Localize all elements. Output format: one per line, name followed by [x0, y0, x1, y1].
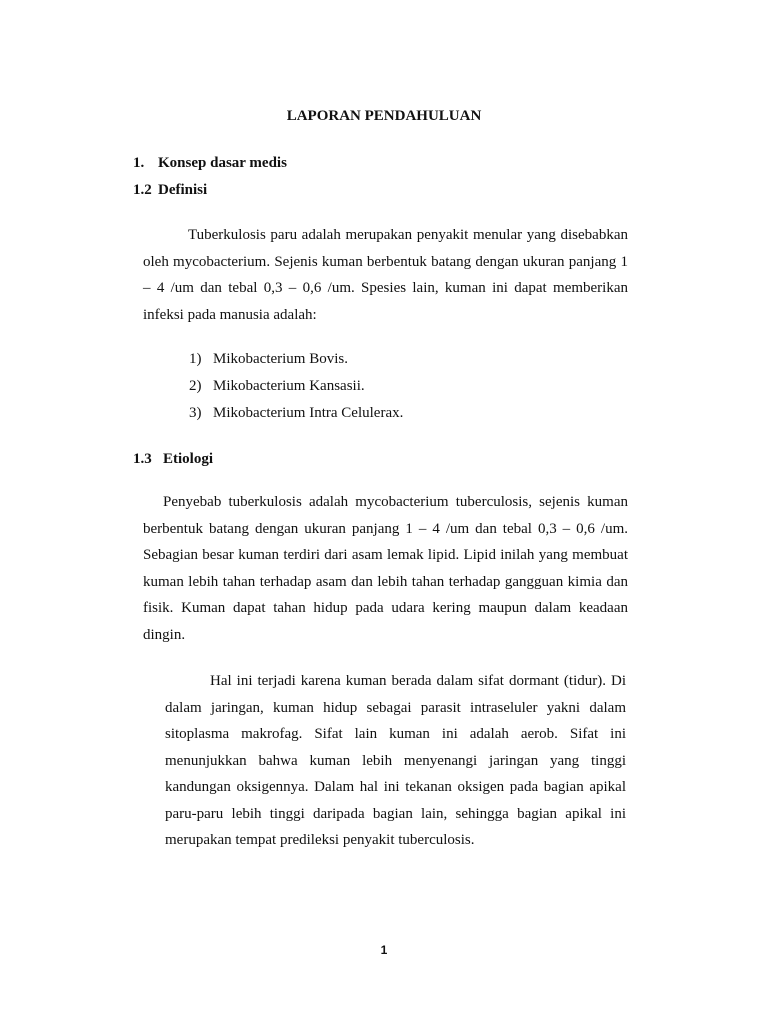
section-number: 1.3: [133, 451, 152, 467]
list-item-text: Mikobacterium Intra Celulerax.: [213, 405, 404, 421]
page-number: 1: [380, 943, 388, 957]
section-label: Konsep dasar medis: [158, 155, 287, 171]
section-label: Etiologi: [163, 451, 214, 467]
etiologi-paragraph: Penyebab tuberkulosis adalah mycobacterium tuberculosis, sejenis kuman berbentuk batang dengan ukuran panjang 1 – 4 /um dan tebal 0,3 – 0,6 /um. Sebagian besar kuman terdiri dari asam lemak lipid. Lipid inilah yang membuat kuman lebih tahan terhadap asam dan lebih tahan terhadap gangguan kimia dan fisik. Kuman dapat tahan hidup pada udara kering maupun dalam keadaan dingin.: [143, 494, 628, 643]
list-marker: 3): [189, 405, 202, 421]
dormant-paragraph: Hal ini terjadi karena kuman berada dalam sifat dormant (tidur). Di dalam jaringan, kuman hidup sebagai parasit intraseluler yakni dalam sitoplasma makrofag. Sifat lain kuman ini adalah aerob. Sifat ini menunjukkan bahwa kuman lebih menyenangi jaringan yang tinggi kandungan oksigennya. Dalam hal ini tekanan oksigen pada bagian apikal paru-paru lebih tinggi daripada bagian lain, sehingga bagian apikal ini merupakan tempat predileksi penyakit tuberculosis.: [165, 673, 626, 848]
list-item: [189, 400, 403, 427]
section-number: 1.2: [133, 182, 152, 198]
list-marker: 1): [189, 351, 202, 367]
list-item-text: Mikobacterium Kansasii.: [213, 378, 365, 394]
document-title: LAPORAN PENDAHULUAN: [286, 108, 482, 124]
list-item: [189, 346, 403, 373]
list-item: [189, 373, 403, 400]
list-item-text: Mikobacterium Bovis.: [213, 351, 348, 367]
section-label: Definisi: [158, 182, 208, 198]
section-heading-etiologi: [133, 451, 213, 468]
section-heading-definisi: [133, 182, 207, 199]
definisi-paragraph: Tuberkulosis paru adalah merupakan penyakit menular yang disebabkan oleh mycobacterium. Sejenis kuman berbentuk batang dengan ukuran panjang 1 – 4 /um dan tebal 0,3 – 0,6 /um. Spesies lain, kuman ini dapat memberikan infeksi pada manusia adalah:: [143, 227, 628, 323]
mikobacterium-list: [189, 346, 403, 427]
section-number: 1.: [133, 155, 145, 171]
section-heading-konsep: [133, 155, 287, 172]
list-marker: 2): [189, 378, 202, 394]
